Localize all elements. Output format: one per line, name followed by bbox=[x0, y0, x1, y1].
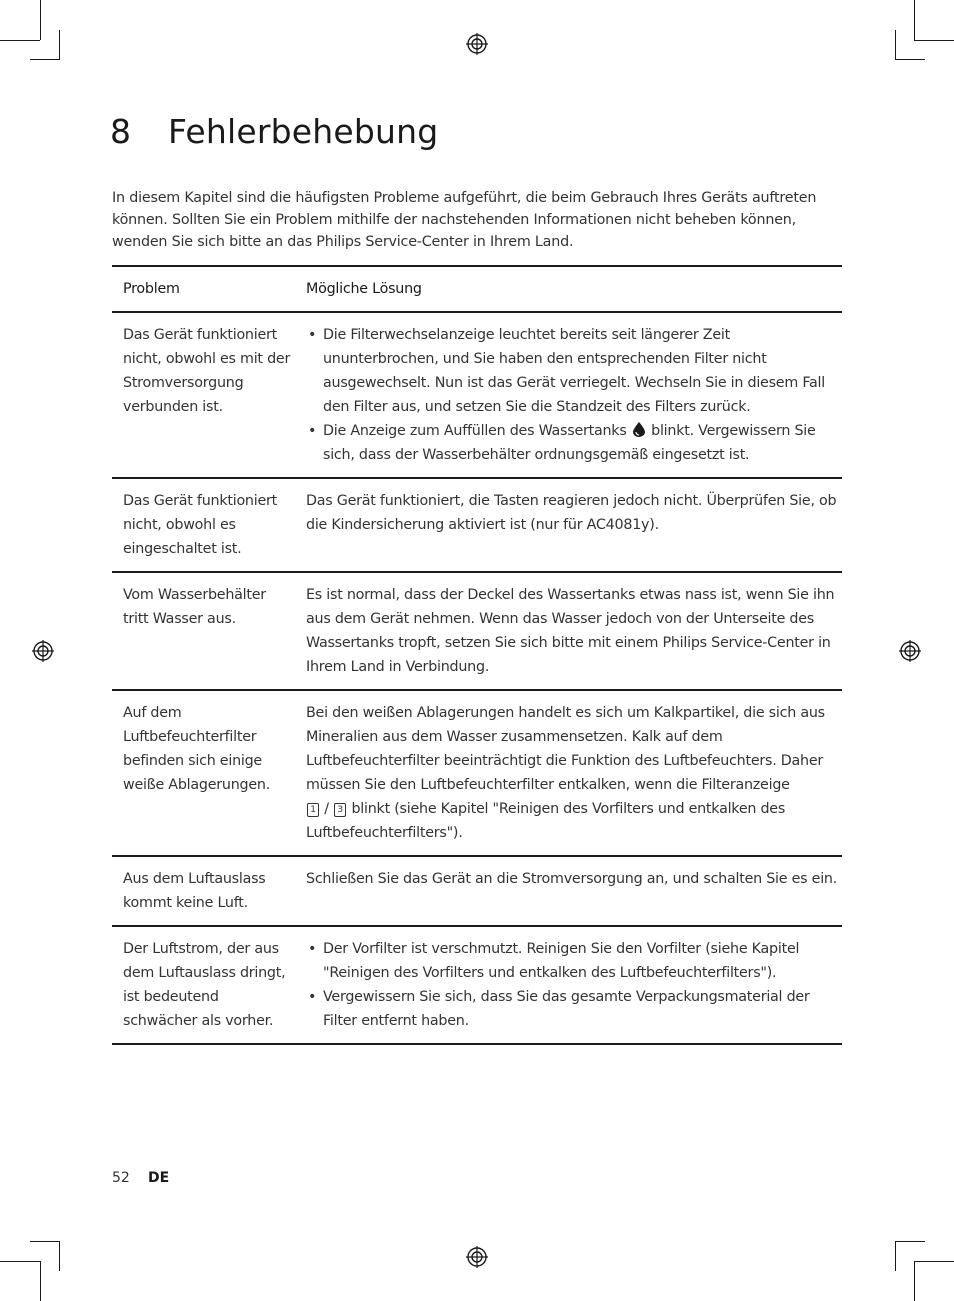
registration-mark-icon bbox=[466, 33, 488, 55]
text-segment: blinkt (siehe Kapitel "Reinigen des Vorfilters und entkalken des Luftbefeuchterfilters"). bbox=[306, 801, 786, 841]
table-row bbox=[112, 478, 842, 572]
list-item: • Vergewissern Sie sich, dass Sie das gesamte Verpackungsmaterial der Filter entfernt haben. bbox=[306, 985, 842, 1033]
problem-cell: Das Gerät funktioniert nicht, obwohl es eingeschaltet ist. bbox=[112, 478, 295, 572]
registration-mark-icon bbox=[32, 640, 54, 662]
filter-indicator-icon: 1 bbox=[307, 803, 319, 817]
language-code: DE bbox=[148, 1170, 170, 1186]
problem-cell: Vom Wasserbehälter tritt Wasser aus. bbox=[112, 572, 295, 690]
table-row bbox=[112, 690, 842, 856]
table-row bbox=[112, 572, 842, 690]
table-header-row bbox=[112, 266, 842, 312]
solution-cell: Schließen Sie das Gerät an die Stromversorgung an, und schalten Sie es ein. bbox=[295, 856, 842, 926]
solution-list bbox=[306, 937, 842, 1033]
list-item: • Die Filterwechselanzeige leuchtet bereits seit längerer Zeit ununterbrochen, und Sie haben den entsprechenden Filter nicht ausgewechselt. Nun ist das Gerät verriegelt. Wechseln Sie in diesem Fall den Filter aus, und setzen Sie die Standzeit des Filters zurück. bbox=[306, 323, 842, 419]
list-item: • Der Vorfilter ist verschmutzt. Reinigen Sie den Vorfilter (siehe Kapitel "Reinigen des Vorfilters und entkalken des Luftbefeuchterfilters"). bbox=[306, 937, 842, 985]
column-header-problem: Problem bbox=[112, 266, 295, 312]
table-row bbox=[112, 856, 842, 926]
solution-cell bbox=[295, 312, 842, 478]
filter-indicator-icon: 3 bbox=[334, 803, 346, 817]
text-segment: Die Anzeige zum Auffüllen des Wassertanks bbox=[323, 423, 627, 439]
problem-cell: Aus dem Luftauslass kommt keine Luft. bbox=[112, 856, 295, 926]
solution-cell: Das Gerät funktioniert, die Tasten reagieren jedoch nicht. Überprüfen Sie, ob die Kindersicherung aktiviert ist (nur für AC4081y). bbox=[295, 478, 842, 572]
separator: / bbox=[324, 801, 329, 817]
page-number: 52 bbox=[112, 1170, 130, 1186]
problem-cell: Der Luftstrom, der aus dem Luftauslass dringt, ist bedeutend schwächer als vorher. bbox=[112, 926, 295, 1044]
text-segment: Bei den weißen Ablagerungen handelt es sich um Kalkpartikel, die sich aus Mineralien aus dem Wasser zusammensetzen. Kalk auf dem Luftbefeuchterfilter beeinträchtigt die Funktion des Luftbefeuchters. Daher müssen Sie den Luftbefeuchterfilter entkalken, wenn die Filteranzeige bbox=[306, 705, 825, 793]
registration-mark-icon bbox=[899, 640, 921, 662]
solution-cell bbox=[295, 926, 842, 1044]
chapter-number: 8 bbox=[110, 112, 132, 151]
list-item bbox=[306, 419, 842, 467]
chapter-title: Fehlerbehebung bbox=[168, 112, 439, 151]
intro-paragraph: In diesem Kapitel sind die häufigsten Probleme aufgeführt, die beim Gebrauch Ihres Geräts auftreten können. Sollten Sie ein Problem mithilfe der nachstehenden Informationen nicht beheben können, wenden Sie sich bitte an das Philips Service-Center in Ihrem Land. bbox=[112, 190, 817, 250]
table-row bbox=[112, 926, 842, 1044]
solution-cell bbox=[295, 690, 842, 856]
problem-cell: Auf dem Luftbefeuchterfilter befinden sich einige weiße Ablagerungen. bbox=[112, 690, 295, 856]
water-drop-icon bbox=[633, 422, 645, 437]
solution-list bbox=[306, 323, 842, 467]
text-segment: blinkt. Vergewissern Sie sich, dass der Wasserbehälter ordnungsgemäß eingesetzt ist. bbox=[323, 423, 816, 463]
registration-mark-icon bbox=[466, 1246, 488, 1268]
solution-cell: Es ist normal, dass der Deckel des Wassertanks etwas nass ist, wenn Sie ihn aus dem Gerät nehmen. Wenn das Wasser jedoch von der Unterseite des Wassertanks tropft, setzen Sie sich bitte mit einem Philips Service-Center in Ihrem Land in Verbindung. bbox=[295, 572, 842, 690]
column-header-solution: Mögliche Lösung bbox=[295, 266, 842, 312]
table-row bbox=[112, 312, 842, 478]
troubleshooting-table bbox=[112, 265, 842, 1045]
problem-cell: Das Gerät funktioniert nicht, obwohl es mit der Stromversorgung verbunden ist. bbox=[112, 312, 295, 478]
